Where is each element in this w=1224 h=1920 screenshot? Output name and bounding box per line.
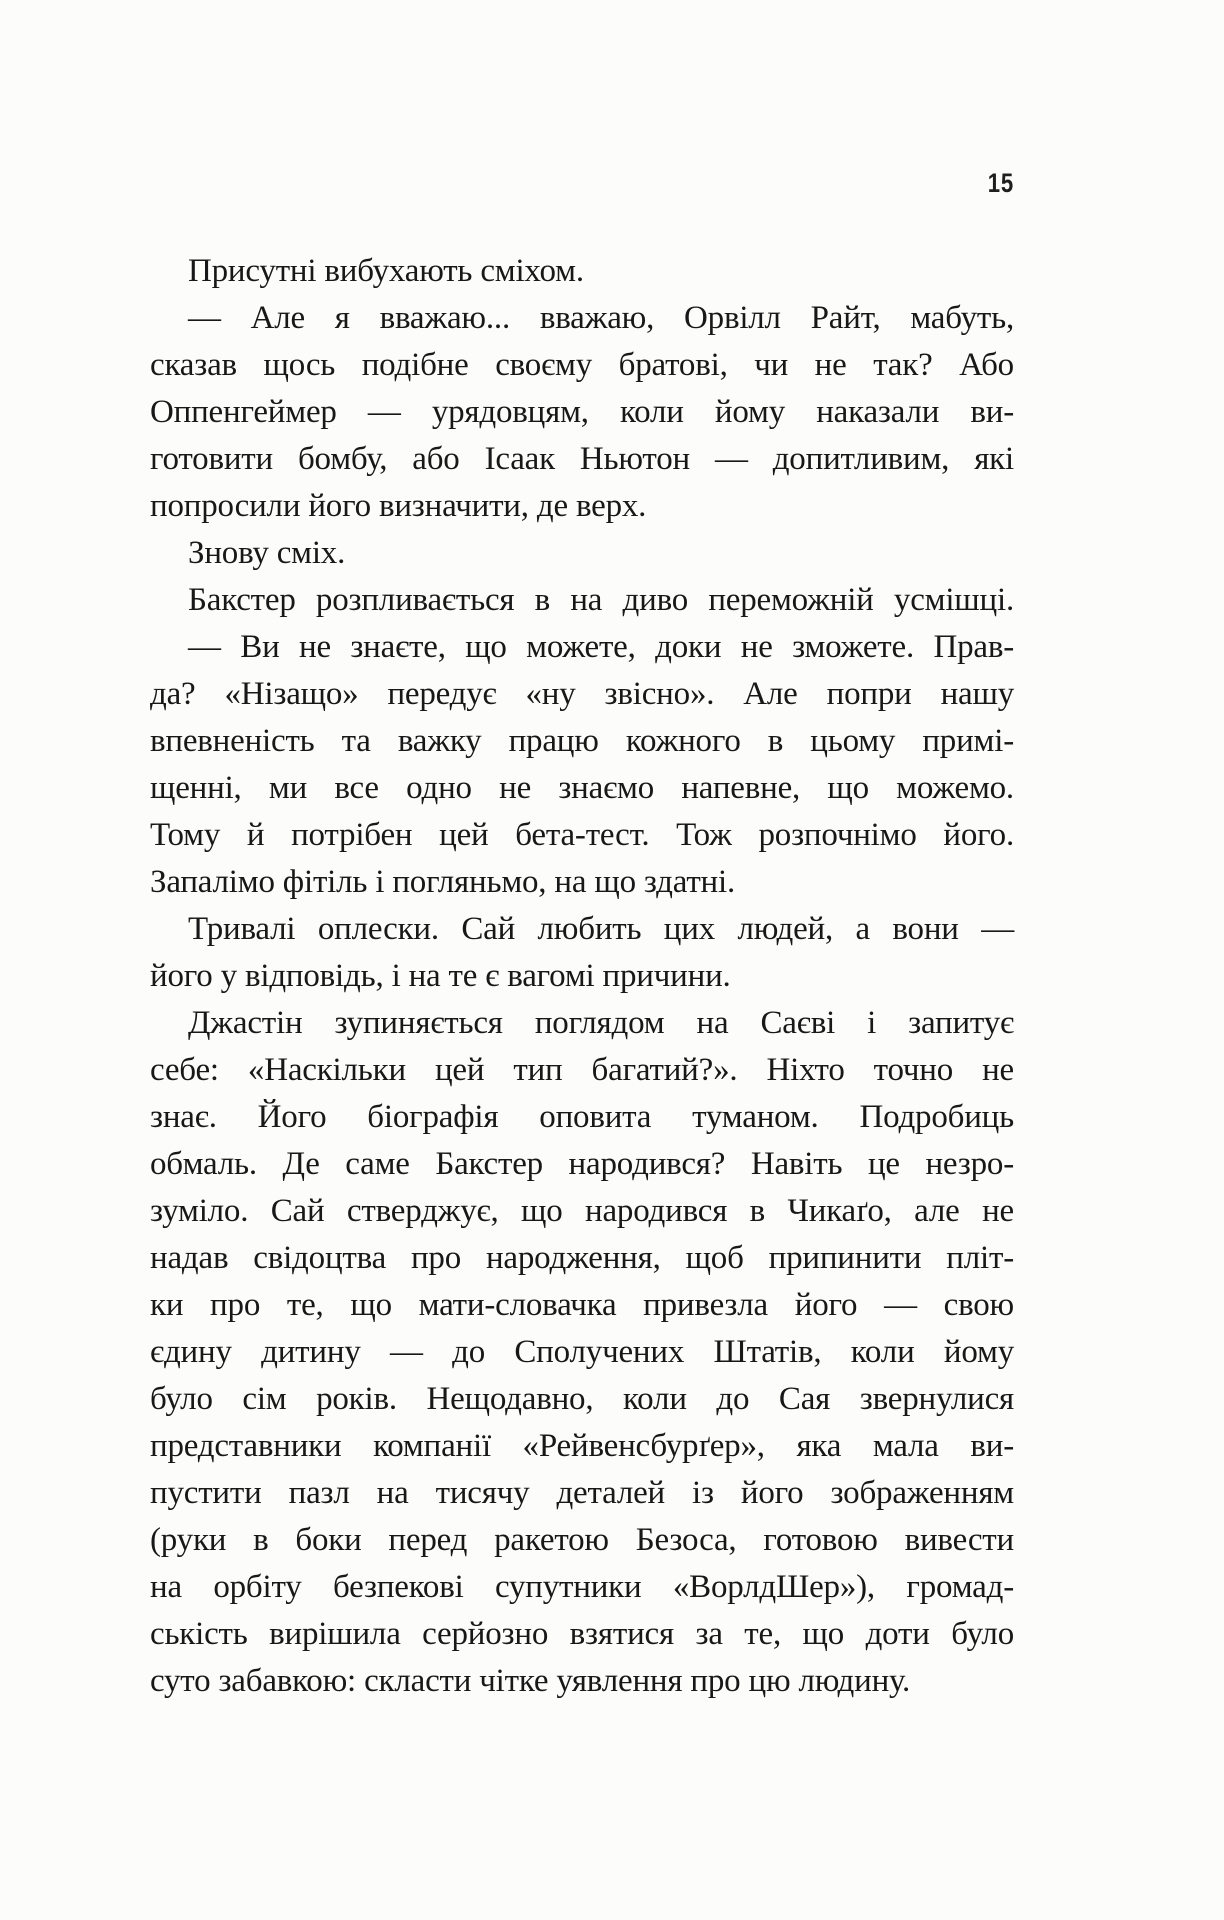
text-line: Бакстер розпливається в на диво переможній усмішці. [188, 582, 1014, 618]
text-line: Джастін зупиняється поглядом на Саєві і запитує [188, 1005, 1014, 1041]
text-line: було сім років. Нещодавно, коли до Сая звернулися [150, 1381, 1014, 1417]
paragraph [150, 906, 1014, 1000]
paragraph [150, 577, 1014, 624]
text-line: на орбіту безпекові супутники «ВорлдШер»), громад- [150, 1569, 1014, 1605]
text-line: знає. Його біографія оповита туманом. Подробиць [150, 1099, 1014, 1135]
paragraph [150, 530, 1014, 577]
page-number: 15 [987, 168, 1014, 198]
text-line: представники компанії «Рейвенсбурґер», яка мала ви- [150, 1428, 1014, 1464]
text-line: — Але я вважаю... вважаю, Орвілл Райт, мабуть, [188, 300, 1014, 336]
text-line: Знову сміх. [188, 535, 346, 571]
text-block [150, 248, 1014, 1705]
text-line: (руки в боки перед ракетою Безоса, готовою вивести [150, 1522, 1014, 1558]
text-line: зуміло. Сай стверджує, що народився в Чикаґо, але не [150, 1193, 1014, 1229]
text-line: щенні, ми все одно не знаємо напевне, що можемо. [150, 770, 1014, 806]
text-line: обмаль. Де саме Бакстер народився? Навіть це незро- [150, 1146, 1014, 1182]
text-line: Присутні вибухають сміхом. [188, 253, 584, 289]
text-line: да? «Нізащо» передує «ну звісно». Але попри нашу [150, 676, 1014, 712]
text-line: його у відповідь, і на те є вагомі причини. [150, 958, 731, 994]
text-line: готовити бомбу, або Ісаак Ньютон — допитливим, які [150, 441, 1014, 477]
text-line: Тривалі оплески. Сай любить цих людей, а вони — [188, 911, 1014, 947]
text-line: пустити пазл на тисячу деталей із його зображенням [150, 1475, 1014, 1511]
text-line: єдину дитину — до Сполучених Штатів, коли йому [150, 1334, 1014, 1370]
paragraph [150, 624, 1014, 906]
paragraph [150, 1000, 1014, 1705]
text-line: сказав щось подібне своєму братові, чи не так? Або [150, 347, 1014, 383]
text-line: суто забавкою: скласти чітке уявлення про цю людину. [150, 1663, 911, 1699]
text-line: ки про те, що мати-словачка привезла його — свою [150, 1287, 1014, 1323]
text-line: Запалімо фітіль і погляньмо, на що здатні. [150, 864, 736, 900]
text-line: — Ви не знаєте, що можете, доки не зможете. Прав- [188, 629, 1014, 665]
paragraph [150, 295, 1014, 530]
text-line: ськість вирішила серйозно взятися за те, що доти було [150, 1616, 1014, 1652]
text-line: надав свідоцтва про народження, щоб припинити пліт- [150, 1240, 1014, 1276]
paragraph [150, 248, 1014, 295]
text-line: попросили його визначити, де верх. [150, 488, 647, 524]
text-line: впевненість та важку працю кожного в цьому примі- [150, 723, 1014, 759]
text-line: себе: «Наскільки цей тип багатий?». Ніхто точно не [150, 1052, 1014, 1088]
text-line: Оппенгеймер — урядовцям, коли йому наказали ви- [150, 394, 1014, 430]
text-line: Тому й потрібен цей бета-тест. Тож розпочнімо його. [150, 817, 1014, 853]
